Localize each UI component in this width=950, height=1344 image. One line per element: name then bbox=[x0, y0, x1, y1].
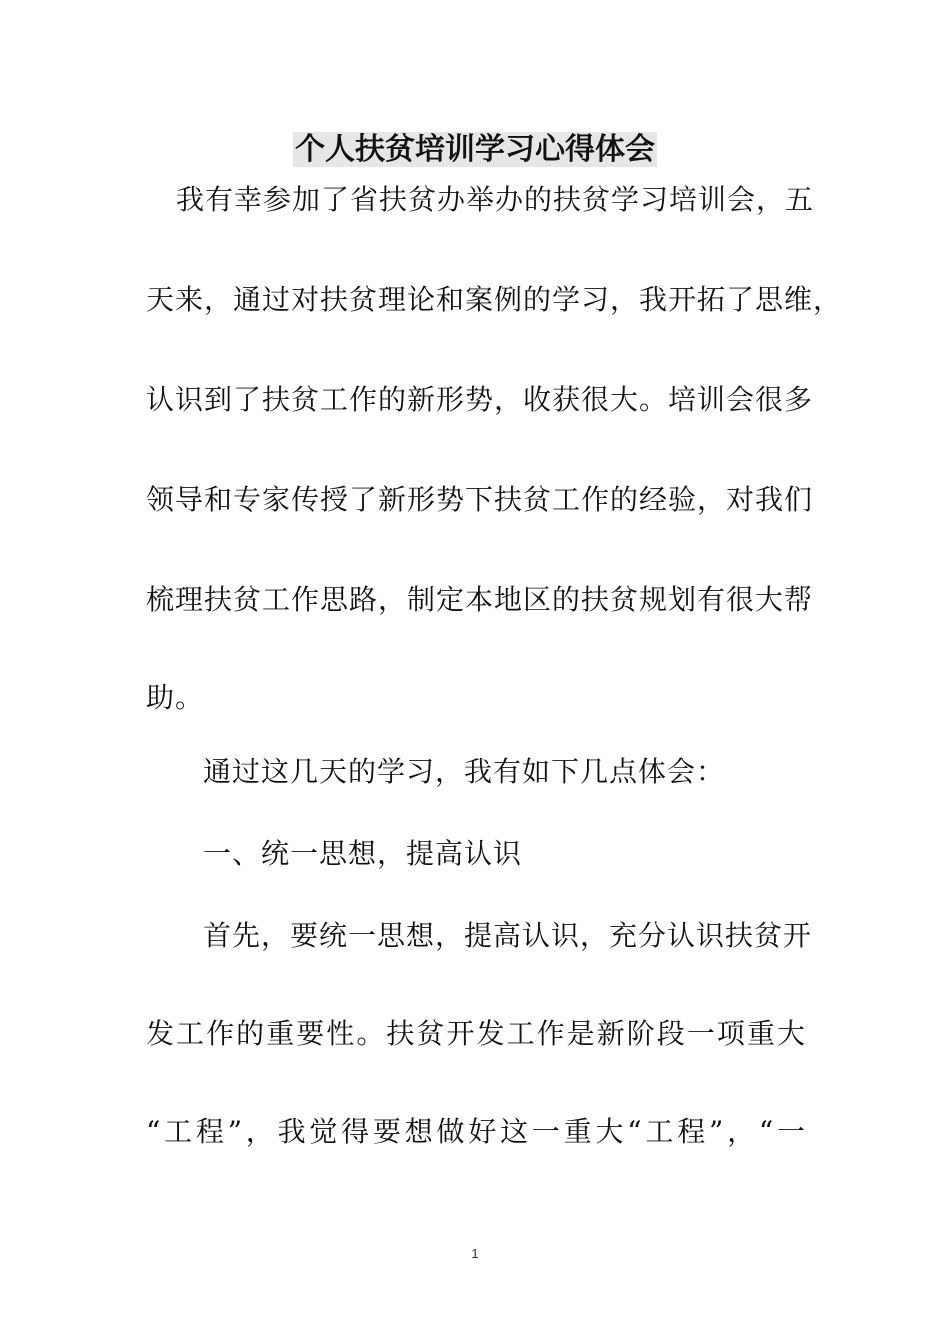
paragraph-line: 领导和专家传授了新形势下扶贫工作的经验，对我们 bbox=[146, 483, 814, 516]
paragraph-line: 通过这几天的学习，我有如下几点体会： bbox=[203, 755, 726, 788]
page-number: 1 bbox=[471, 1246, 479, 1261]
paragraph-line: 我有幸参加了省扶贫办举办的扶贫学习培训会，五 bbox=[176, 183, 815, 216]
section-heading: 一、统一思想，提高认识 bbox=[203, 837, 523, 870]
document-title-text: 个人扶贫培训学习心得体会 bbox=[295, 132, 655, 167]
paragraph-line: 认识到了扶贫工作的新形势，收获很大。培训会很多 bbox=[146, 383, 814, 416]
paragraph-line: 发工作的重要性。扶贫开发工作是新阶段一项重大 bbox=[146, 1017, 806, 1050]
paragraph-line: “工程”，我觉得要想做好这一重大“工程”，“一 bbox=[146, 1115, 806, 1148]
document-title bbox=[0, 128, 950, 172]
paragraph-line: 梳理扶贫工作思路，制定本地区的扶贫规划有很大帮 bbox=[146, 583, 814, 616]
paragraph-line: 天来，通过对扶贫理论和案例的学习，我开拓了思维， bbox=[146, 283, 843, 316]
paragraph-line: 首先，要统一思想，提高认识，充分认识扶贫开 bbox=[203, 919, 813, 952]
paragraph-line: 助。 bbox=[146, 681, 205, 714]
